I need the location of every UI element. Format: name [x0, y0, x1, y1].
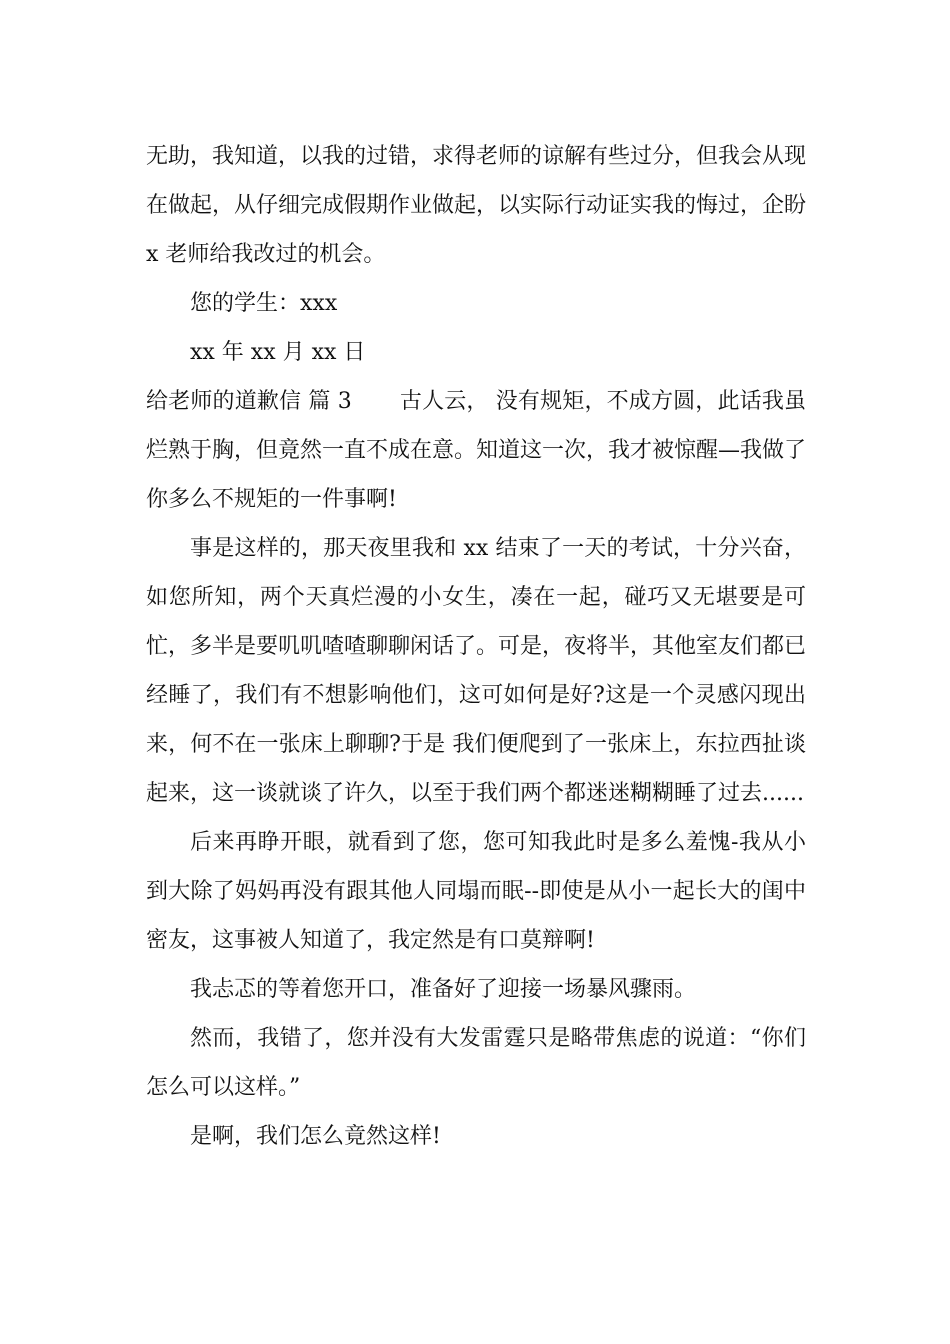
section-heading-paragraph: [146, 377, 806, 524]
date-line: xx 年 xx 月 xx 日: [190, 340, 366, 365]
paragraph-1: 事是这样的，那天夜里我和 xx 结束了一天的考试，十分兴奋，如您所知，两个天真烂漫的小女生，凑在一起，碰巧又无堪要是可忙，多半是要叽叽喳喳聊聊闲话了。可是，夜将半，其他室友们都已经睡了，我们有不想影响他们，这可如何是好?这是一个灵感闪现出来，何不在一张床上聊聊?于是 我们便爬到了一张床上，东拉西扯谈起来，这一谈就谈了许久，以至于我们两个都迷迷糊糊睡了过去......: [146, 536, 807, 806]
paragraph-2: 后来再睁开眼，就看到了您，您可知我此时是多么羞愧-我从小到大除了妈妈再没有跟其他人同塌而眠--即使是从小一起长大的闺中密友，这事被人知道了，我定然是有口莫辩啊!: [146, 830, 806, 953]
paragraph-5: 是啊，我们怎么竟然这样!: [190, 1124, 441, 1149]
document-body: [146, 132, 806, 1161]
signature-line: 您的学生：xxx: [190, 291, 338, 316]
section-intro-text: 古人云， 没有规矩，不成方圆，此话我虽烂熟于胸，但竟然一直不成在意。知道这一次，我才被惊醒—我做了你多么不规矩的一件事啊!: [146, 389, 807, 512]
paragraph-3: 我忐忑的等着您开口，准备好了迎接一场暴风骤雨。: [190, 977, 697, 1002]
section-title: 给老师的道歉信 篇 3: [146, 389, 352, 414]
paragraph-continuation: 无助，我知道，以我的过错，求得老师的谅解有些过分，但我会从现在做起，从仔细完成假期作业做起，以实际行动证实我的悔过，企盼 x 老师给我改过的机会。: [146, 144, 807, 267]
paragraph-4: 然而，我错了，您并没有大发雷霆只是略带焦虑的说道：“你们怎么可以这样。”: [146, 1026, 806, 1100]
